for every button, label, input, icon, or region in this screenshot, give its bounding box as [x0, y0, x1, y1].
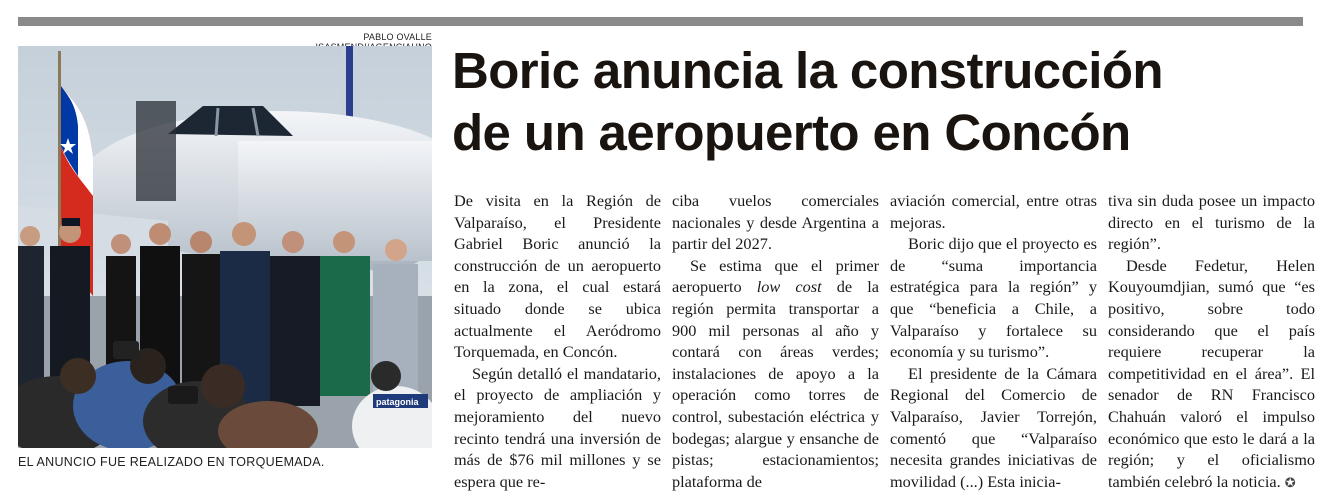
paragraph: El presidente de la Cámara Regional del Comercio de Valparaíso, Javier Torrejón, comentó que “Valparaíso necesita grandes iniciativas de movilidad (...) Esta inicia-	[890, 363, 1097, 491]
photo-credit: PABLO OVALLE	[363, 32, 432, 42]
headline-line-1: Boric anuncia la construcción	[452, 42, 1163, 99]
shirt-logo-text: patagonia	[376, 397, 419, 407]
paragraph	[672, 255, 879, 493]
top-rule	[18, 17, 1303, 26]
column-3	[890, 190, 1097, 492]
column-2	[672, 190, 879, 492]
text-run: Desde Fedetur, Helen Kouyoumdjian, sumó que “es positivo, sobre todo considerando que el país requiere recuperar la competitividad en el área”. El senador de RN Francisco Chahuán valoró el impulso económico que esto le dará a la región; y el oficialismo también celebró la noticia.	[1108, 255, 1315, 491]
paragraph: Según detalló el mandatario, el proyecto de ampliación y mejoramiento del nuevo recinto tendrá una inversión de más de $76 mil millones y se espera que re-	[454, 363, 661, 491]
paragraph: De visita en la Región de Valparaíso, el Presidente Gabriel Boric anunció la construcción de un aeropuerto en la zona, el cual estará situado donde se ubica actualmente el Aeródromo Torquemada, en Concón.	[454, 191, 661, 362]
text-run: Se estima que el primer aeropuerto	[672, 255, 879, 297]
paragraph	[1108, 255, 1315, 494]
headline	[452, 40, 1312, 164]
article-body	[454, 190, 1315, 491]
paragraph: ciba vuelos comerciales nacionales y desde Argentina a partir del 2027.	[672, 191, 879, 254]
paragraph: tiva sin duda posee un impacto directo en el turismo de la región”.	[1108, 191, 1315, 254]
headline-line-2: de un aeropuerto en Concón	[452, 104, 1131, 161]
text-run: de la región permita transportar a 900 mil personas al año y contará con áreas verdes; instalaciones de apoyo a la operación como torres de control, subestación eléctrica y bodegas; alargue y ensanche de pistas; estacionamientos; plataforma de	[672, 277, 879, 491]
paragraph: aviación comercial, entre otras mejoras.	[890, 191, 1097, 232]
column-4	[1108, 190, 1315, 493]
italic-term: low cost	[756, 277, 822, 297]
end-of-article-icon: ✪	[1284, 474, 1296, 490]
article-photo	[18, 46, 432, 448]
paragraph: Boric dijo que el proyecto es de “suma importancia estratégica para la región” y que “beneficia a Chile, a Valparaíso y fortalece su economía y su turismo”.	[890, 234, 1097, 362]
column-1	[454, 190, 661, 492]
photo-caption: EL ANUNCIO FUE REALIZADO EN TORQUEMADA.	[18, 455, 325, 469]
